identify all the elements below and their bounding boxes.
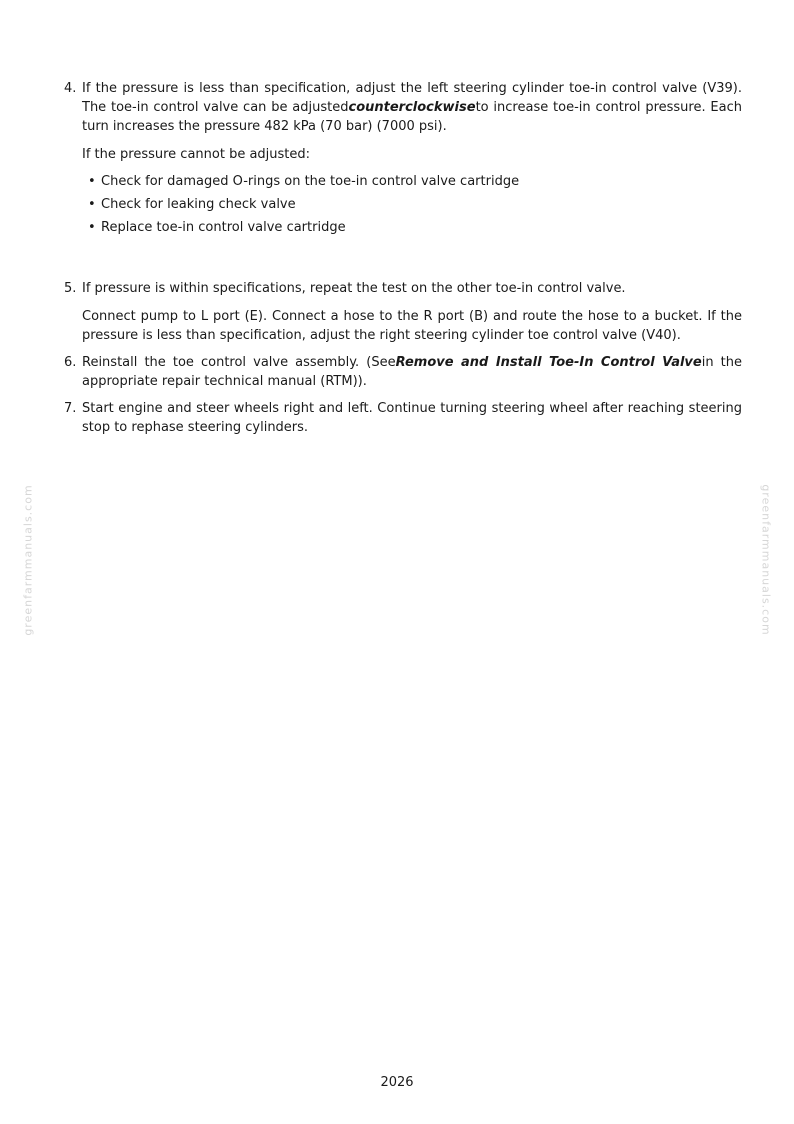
step-6 [64, 353, 742, 391]
list-item [82, 195, 742, 214]
step-5 [64, 279, 742, 345]
list-item-text: Check for damaged O-rings on the toe-in control valve cartridge [101, 174, 520, 189]
step-number: 6. [64, 355, 77, 370]
step-number: 4. [64, 81, 77, 96]
watermark-right: greenfarmmanuals.com [759, 484, 773, 636]
bullet-icon: • [88, 197, 96, 212]
step-7-paragraph: Start engine and steer wheels right and left. Continue turning steering wheel after reaching steering stop to rephase steering cylinders. [82, 401, 742, 435]
page-number: 2026 [380, 1075, 414, 1090]
step-number: 7. [64, 401, 77, 416]
step-5-subparagraph: Connect pump to L port (E). Connect a hose to the R port (B) and route the hose to a bucket. If the pressure is less than specification, adjust the right steering cylinder toe control valve (V40). [82, 309, 742, 343]
list-item-text: Check for leaking check valve [101, 197, 296, 212]
check-list [82, 172, 742, 237]
step-6-link-reference[interactable]: Remove and Install Toe-In Control Valve [395, 355, 702, 370]
step-4-text-a: If the pressure is less than specification, adjust the left steering cylinder toe-in control valve (V39). The toe-in control valve can be adjusted [82, 81, 742, 115]
document-body [64, 79, 742, 445]
list-item [82, 218, 742, 237]
step-4 [64, 79, 742, 241]
bullet-icon: • [88, 220, 96, 235]
step-4-text-b: to increase toe-in control pressure. Each turn increases the pressure 482 kPa (70 bar) (7000 psi). [82, 100, 742, 134]
step-4-subparagraph: If the pressure cannot be adjusted: [82, 147, 311, 162]
step-number: 5. [64, 281, 77, 296]
step-4-emphasis: counterclockwise [348, 100, 476, 115]
step-6-text-a: Reinstall the toe control valve assembly. (See [82, 355, 396, 370]
list-item [82, 172, 742, 191]
bullet-icon: • [88, 174, 96, 189]
step-6-text-b: in the appropriate repair technical manual (RTM)). [82, 355, 742, 389]
step-4-paragraph [82, 79, 742, 136]
step-7 [64, 399, 742, 437]
step-5-paragraph: If pressure is within specifications, repeat the test on the other toe-in control valve. [82, 281, 626, 296]
list-item-text: Replace toe-in control valve cartridge [101, 220, 346, 235]
step-6-paragraph [82, 353, 742, 391]
watermark-left: greenfarmmanuals.com [21, 484, 35, 636]
